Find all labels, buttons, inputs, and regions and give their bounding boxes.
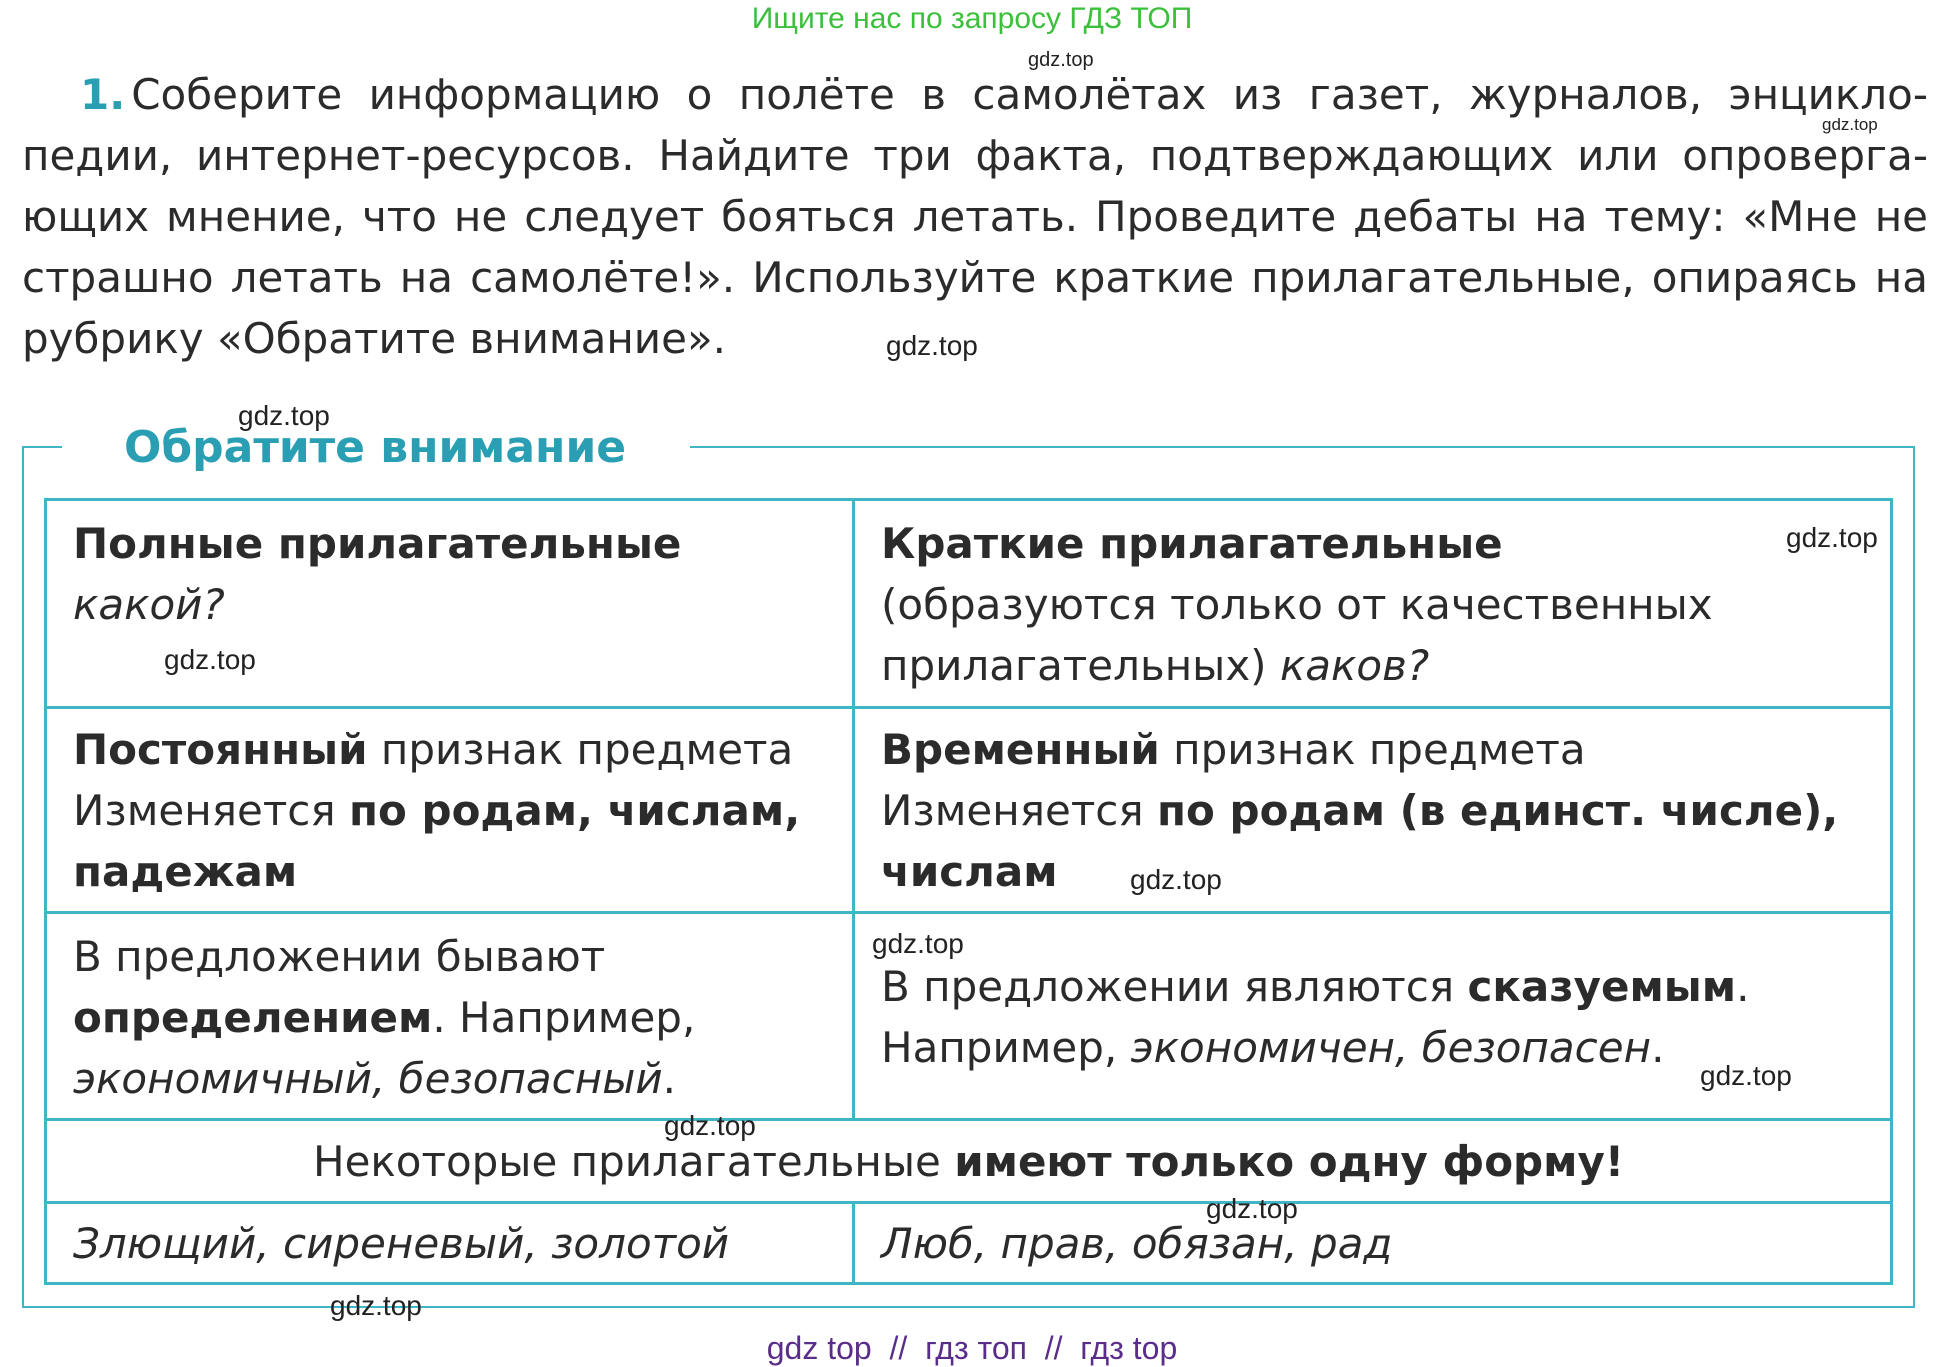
table-divider (47, 911, 1890, 914)
short-syntax-end: . (1651, 1023, 1665, 1072)
cell-short-properties (855, 719, 1890, 902)
full-adjectives-heading: Полные прилагательные (73, 519, 682, 568)
full-syntax-bold: определением (73, 993, 433, 1042)
short-syntax-text: В предложении являются (881, 962, 1468, 1011)
short-adjectives-question: каков? (1279, 641, 1430, 690)
cell-full-properties (47, 719, 852, 902)
cell-single-form (47, 1131, 1890, 1192)
short-adjectives-note-line (881, 574, 1864, 696)
short-syntax-bold: сказуемым (1467, 962, 1737, 1011)
short-changes-text: Изменяется (881, 786, 1158, 835)
short-adjectives-heading: Краткие прилагательные (881, 519, 1503, 568)
full-changes-line (73, 780, 826, 902)
task-text: Соберите информацию о полёте в самолётах из газет, журналов, энциклопедии, интернет-ресурсов. Найдите три факта, подтверждающих или опровергающих мнение, что не следует бояться летать. Проведите дебаты на тему: «Мне не страшно летать на самолёте!». Используйте краткие прилагательные, опираясь на рубрику «Обратите внимание». (22, 70, 1928, 363)
full-syntax-text2: . Например, (432, 993, 696, 1042)
short-changes-bold: по родам (в единст. числе), числам (881, 786, 1839, 896)
full-feature-text: признак предмета (367, 725, 794, 774)
watermark: gdz.top (886, 330, 978, 361)
watermark: gdz.top (1206, 1193, 1298, 1224)
table-divider (47, 706, 1890, 709)
full-changes-text: Изменяется (73, 786, 350, 835)
full-syntax-text: В предложении бывают (73, 932, 606, 981)
short-feature-line (881, 719, 1864, 780)
cell-short-only-examples: Люб, прав, обязан, рад (881, 1219, 1393, 1268)
short-feature-text: признак предмета (1159, 725, 1586, 774)
watermark: gdz.top (1028, 49, 1094, 71)
watermark: gdz.top (238, 400, 330, 431)
watermark: gdz.top (872, 928, 964, 959)
search-banner: Ищите нас по запросу ГДЗ ТОП (751, 2, 1193, 35)
full-feature-line (73, 719, 826, 780)
watermark: gdz.top (1822, 115, 1878, 134)
watermark: gdz.top (1700, 1060, 1792, 1091)
watermark: gdz.top (1130, 864, 1222, 895)
footer-links: gdz top // гдз топ // гдз top (766, 1330, 1178, 1366)
short-syntax-example: экономичен, безопасен (1130, 1023, 1652, 1072)
single-form-text: Некоторые прилагательные (313, 1137, 955, 1186)
cell-short-adjectives (855, 513, 1890, 696)
single-form-bold: имеют только одну форму! (954, 1137, 1624, 1186)
full-feature-bold: Постоянный (73, 725, 368, 774)
watermark: gdz.top (164, 644, 256, 675)
cell-full-syntax (47, 926, 852, 1109)
task-number: 1. (80, 70, 126, 119)
short-syntax-text2: . Например, (881, 962, 1750, 1072)
watermark: gdz.top (664, 1110, 756, 1141)
full-syntax-example: экономичный, безопасный (73, 1054, 663, 1103)
short-adjectives-note: (образуются только от качественных прилагательных) (881, 580, 1713, 690)
task-paragraph (22, 64, 1928, 369)
table-divider (47, 1118, 1890, 1121)
short-changes-line (881, 780, 1864, 902)
full-syntax-end: . (662, 1054, 677, 1103)
watermark: gdz.top (330, 1290, 422, 1321)
cell-full-only-examples: Злющий, сиреневый, золотой (73, 1219, 730, 1268)
full-changes-bold: по родам, числам, падежам (73, 786, 801, 896)
adjectives-table (44, 498, 1893, 1285)
full-adjectives-question: какой? (73, 580, 225, 629)
cell-full-adjectives (47, 513, 852, 635)
short-feature-bold: Временный (881, 725, 1160, 774)
table-divider (47, 1201, 1890, 1204)
watermark: gdz.top (1786, 522, 1878, 553)
rubric-title: Обратите внимание (124, 422, 627, 473)
